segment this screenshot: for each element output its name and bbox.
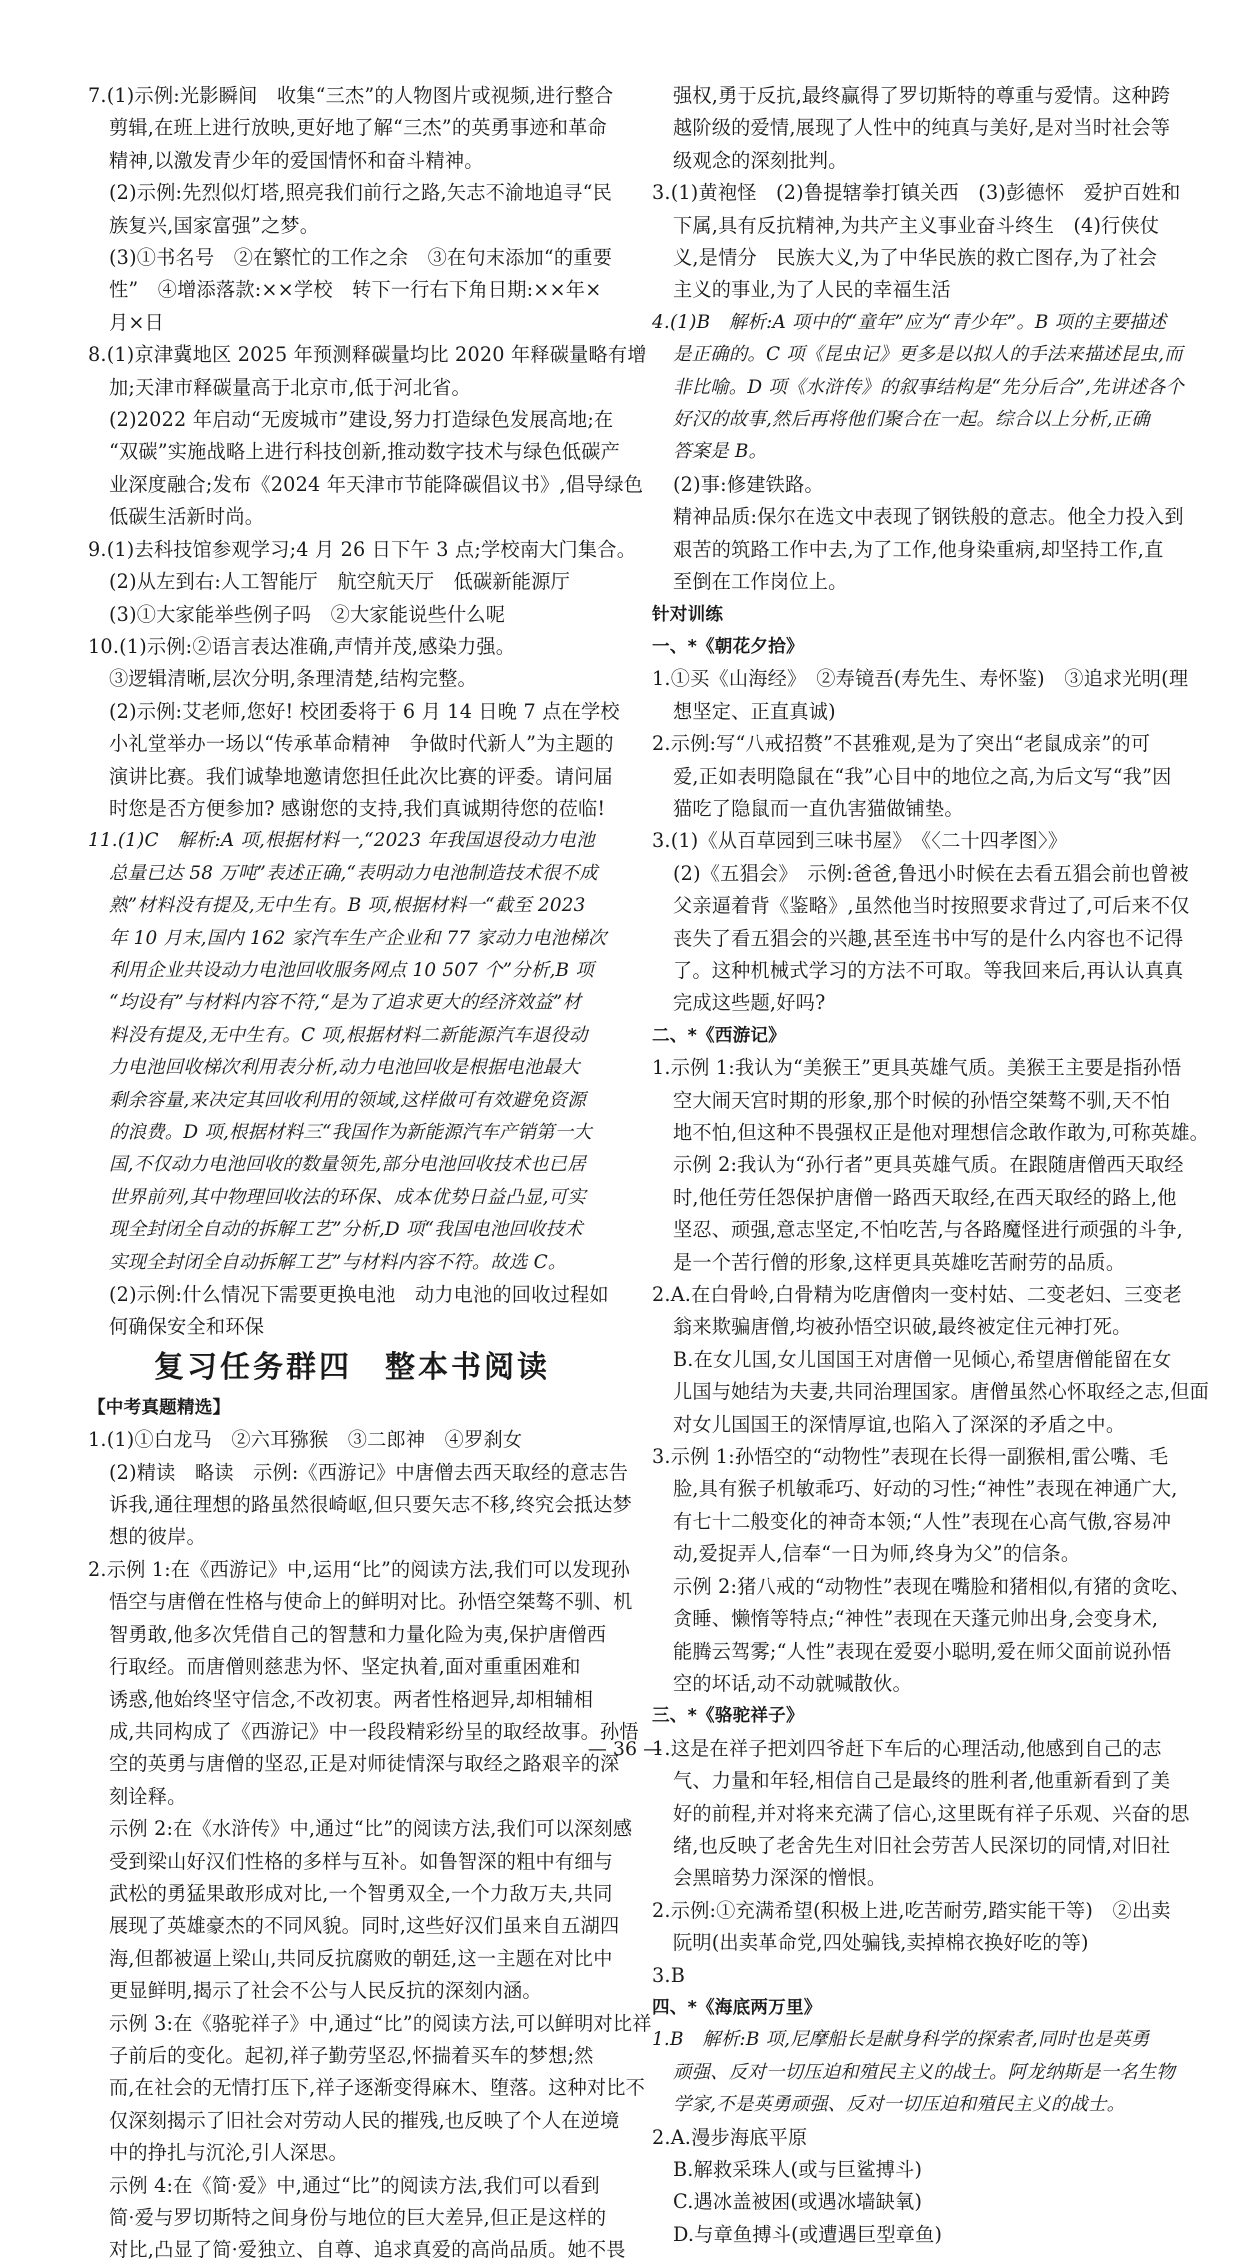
text-line: 2.A.在白骨岭,白骨精为吃唐僧肉一变村姑、二变老妇、三变老 xyxy=(652,1283,1183,1307)
text-line: 诱惑,他始终坚守信念,不改初衷。两者性格迥异,却相辅相 xyxy=(109,1687,594,1711)
text-line: 悟空与唐僧在性格与使命上的鲜明对比。孙悟空桀骜不驯、机 xyxy=(109,1590,633,1614)
text-line: 能腾云驾雾;“人性”表现在爱耍小聪明,爱在师父面前说孙悟 xyxy=(673,1639,1172,1663)
text-line: 现全封闭全自动的拆解工艺”分析,D 项“我国电池回收技术 xyxy=(109,1219,583,1241)
text-line: 绪,也反映了老舍先生对旧社会劳苦人民深切的同情,对旧社 xyxy=(673,1833,1171,1857)
text-line: 坚忍、顽强,意志坚定,不怕吃苦,与各路魔怪进行顽强的斗争, xyxy=(673,1218,1183,1242)
page-number: — 36 — xyxy=(587,1738,663,1760)
text-line: 四、*《海底两万里》 xyxy=(652,1997,822,2018)
text-line: 力电池回收梯次利用表分析,动力电池回收是根据电池最大 xyxy=(109,1057,580,1079)
text-line: 3.示例 1:孙悟空的“动物性”表现在长得一副猴相,雷公嘴、毛 xyxy=(652,1445,1169,1469)
text-line: 空的坏话,动不动就喊散伙。 xyxy=(673,1671,912,1695)
text-line: 顽强、反对一切压迫和殖民主义的战士。阿龙纳斯是一名生物 xyxy=(673,2061,1175,2083)
text-line: 三、*《骆驼祥子》 xyxy=(652,1706,804,1727)
text-line: (3)①书名号 ②在繁忙的工作之余 ③在句末添加“的重要 xyxy=(109,246,613,270)
text-line: 1.B 解析:B 项,尼摩船长是献身科学的探索者,同时也是英勇 xyxy=(652,2029,1150,2051)
text-line: 丧失了看五猖会的兴趣,甚至连书中写的是什么内容也不记得 xyxy=(673,926,1184,950)
text-line: 一、*《朝花夕拾》 xyxy=(652,636,804,657)
text-line: 时,他任劳任怨保护唐僧一路西天取经,在西天取经的路上,他 xyxy=(673,1185,1177,1209)
text-line: 剪辑,在班上进行放映,更好地了解“三杰”的英勇事迹和革命 xyxy=(109,116,607,140)
text-line: 1.①买《山海经》 ②寿镜吾(寿先生、寿怀鉴) ③追求光明(理 xyxy=(652,667,1189,691)
text-line: (2)示例:先烈似灯塔,照亮我们前行之路,矢志不渝地追寻“民 xyxy=(109,181,612,205)
text-line: 时您是否方便参加? 感谢您的支持,我们真诚期待您的莅临! xyxy=(109,796,606,820)
text-line: 4.(1)B 解析:A 项中的“童年”应为“青少年”。B 项的主要描述 xyxy=(652,311,1167,333)
text-line: 利用企业共设动力电池回收服务网点 10 507 个”分析,B 项 xyxy=(109,959,594,981)
text-line: 想的彼岸。 xyxy=(109,1525,206,1549)
text-line: 强权,勇于反抗,最终赢得了罗切斯特的尊重与爱情。这种跨 xyxy=(673,84,1171,107)
text-line: 是正确的。C 项《昆虫记》更多是以拟人的手法来描述昆虫,而 xyxy=(673,344,1183,366)
text-line: 成,共同构成了《西游记》中一段段精彩纷呈的取经故事。孙悟 xyxy=(109,1719,639,1743)
text-line: 是一个苦行僧的形象,这样更具英雄吃苦耐劳的品质。 xyxy=(673,1250,1126,1274)
text-line: 猫吃了隐鼠而一直仇害猫做铺垫。 xyxy=(673,796,964,820)
text-line: 1.(1)①白龙马 ②六耳猕猴 ③二郎神 ④罗刹女 xyxy=(88,1428,523,1452)
text-line: 9.(1)去科技馆参观学习;4 月 26 日下午 3 点;学校南大门集合。 xyxy=(88,537,637,561)
text-line: 展现了英雄豪杰的不同风貌。同时,这些好汉们虽来自五湖四 xyxy=(109,1914,620,1938)
text-line: 更显鲜明,揭示了社会不公与人民反抗的深刻内涵。 xyxy=(109,1979,542,2003)
text-line: 简·爱与罗切斯特之间身份与地位的巨大差异,但正是这样的 xyxy=(109,2206,607,2229)
text-line: 3.(1)黄袍怪 (2)鲁提辖拳打镇关西 (3)彭德怀 爱护百姓和 xyxy=(652,181,1181,205)
text-line: 国,不仅动力电池回收的数量领先,部分电池回收技术也已居 xyxy=(109,1154,586,1176)
text-line: D.与章鱼搏斗(或遭遇巨型章鱼) xyxy=(673,2222,943,2246)
text-line: 8.(1)京津冀地区 2025 年预测释碳量均比 2020 年释碳量略有增 xyxy=(88,343,647,367)
text-line: (2)示例:什么情况下需要更换电池 动力电池的回收过程如 xyxy=(109,1283,609,1307)
text-line: 3.B xyxy=(652,1963,686,1987)
text-line: 实现全封闭全自动拆解工艺”与材料内容不符。故选 C。 xyxy=(109,1251,567,1273)
text-line: 小礼堂举办一场以“传承革命精神 争做时代新人”为主题的 xyxy=(109,732,614,756)
text-line: 好的前程,并对将来充满了信心,这里既有祥子乐观、兴奋的思 xyxy=(673,1801,1190,1825)
text-line: 翁来欺骗唐僧,均被孙悟空识破,最终被定住元神打死。 xyxy=(673,1315,1132,1339)
right-column xyxy=(652,80,1210,2251)
text-line: 月×日 xyxy=(109,310,165,334)
text-line: 年 10 月末,国内 162 家汽车生产企业和 77 家动力电池梯次 xyxy=(109,927,607,949)
text-line: 剩余容量,来决定其回收利用的领域,这样做可有效避免资源 xyxy=(109,1089,586,1111)
text-line: 仅深刻揭示了旧社会对劳动人民的摧残,也反映了个人在逆境 xyxy=(109,2108,620,2132)
text-line: 总量已达 58 万吨”表述正确,“表明动力电池制造技术很不成 xyxy=(109,862,598,884)
text-line: 智勇敢,他多次凭借自己的智慧和力量化险为夷,保护唐僧西 xyxy=(109,1622,607,1646)
text-line: 动,爱捉弄人,信奉“一日为师,终身为父”的信条。 xyxy=(673,1542,1081,1566)
text-line: 贪睡、懒惰等特点;“神性”表现在天蓬元帅出身,会变身术, xyxy=(673,1607,1159,1631)
text-line: 至倒在工作岗位上。 xyxy=(673,570,848,594)
text-line: 想坚定、正直真诚) xyxy=(673,699,836,723)
text-line: 受到梁山好汉们性格的多样与互补。如鲁智深的粗中有细与 xyxy=(109,1849,614,1873)
text-line: (2)精读 略读 示例:《西游记》中唐僧去西天取经的意志告 xyxy=(109,1460,629,1484)
text-line: B.解救采珠人(或与巨鲨搏斗) xyxy=(673,2158,923,2181)
text-line: 演讲比赛。我们诚挚地邀请您担任此次比赛的评委。请问届 xyxy=(109,764,614,788)
text-line: 的浪费。D 项,根据材料三“我国作为新能源汽车产销第一大 xyxy=(109,1122,592,1143)
text-line: 好汉的故事,然后再将他们聚合在一起。综合以上分析,正确 xyxy=(673,409,1150,431)
text-line: 非比喻。D 项《水浒传》的叙事结构是“先分后合”,先讲述各个 xyxy=(673,376,1185,398)
text-line: 而,在社会的无情打压下,祥子逐渐变得麻木、堕落。这种对比不 xyxy=(109,2076,646,2100)
text-line: (2)示例:艾老师,您好! 校团委将于 6 月 14 日晚 7 点在学校 xyxy=(109,699,620,723)
text-line: 料没有提及,无中生有。C 项,根据材料二新能源汽车退役动 xyxy=(109,1024,588,1046)
text-line: 7.(1)示例:光影瞬间 收集“三杰”的人物图片或视频,进行整合 xyxy=(88,84,614,107)
text-line: (2)从左到右:人工智能厅 航空航天厅 低碳新能源厅 xyxy=(109,570,570,594)
text-line: 诉我,通往理想的路虽然很崎岖,但只要矢志不移,终究会抵达梦 xyxy=(109,1493,632,1517)
text-line: B.在女儿国,女儿国国王对唐僧一见倾心,希望唐僧能留在女 xyxy=(673,1347,1172,1371)
text-line: 族复兴,国家富强”之梦。 xyxy=(109,213,320,237)
text-line: 会黑暗势力深深的憎恨。 xyxy=(673,1866,887,1890)
text-line: 脸,具有猴子机敏乖巧、好动的习性;“神性”表现在神通广大, xyxy=(673,1477,1178,1501)
text-line: 答案是 B。 xyxy=(673,441,768,463)
text-line: “双碳”实施战略上进行科技创新,推动数字技术与绿色低碳产 xyxy=(109,440,621,464)
text-line: 世界前列,其中物理回收法的环保、成本优势日益凸显,可实 xyxy=(109,1186,586,1208)
text-line: 低碳生活新时尚。 xyxy=(109,505,265,529)
text-line: 海,但都被逼上梁山,共同反抗腐败的朝廷,这一主题在对比中 xyxy=(109,1946,613,1970)
text-line: 阮明(出卖革命党,四处骗钱,卖掉棉衣换好吃的等) xyxy=(673,1931,1089,1955)
text-line: 空大闹天宫时期的形象,那个时候的孙悟空桀骜不驯,天不怕 xyxy=(673,1088,1171,1112)
text-line: 2.示例:①充满希望(积极上进,吃苦耐劳,踏实能干等) ②出卖 xyxy=(652,1898,1171,1922)
text-line: 主义的事业,为了人民的幸福生活 xyxy=(673,278,951,302)
text-line: 示例 2:我认为“孙行者”更具英雄气质。在跟随唐僧西天取经 xyxy=(673,1153,1184,1177)
text-line: (2)《五猖会》 示例:爸爸,鲁迅小时候在去看五猖会前也曾被 xyxy=(673,861,1189,885)
right-answers xyxy=(652,80,1210,2251)
text-line: 气、力量和年轻,相信自己是最终的胜利者,他重新看到了美 xyxy=(673,1769,1171,1793)
text-line: “均设有”与材料内容不符,“是为了追求更大的经济效益”材 xyxy=(109,992,582,1014)
text-line: 行取经。而唐僧则慈悲为怀、坚定执着,面对重重困难和 xyxy=(109,1655,581,1679)
text-line: 武松的勇猛果敢形成对比,一个智勇双全,一个力敌万夫,共同 xyxy=(109,1881,613,1905)
text-line: 刻诠释。 xyxy=(109,1784,187,1808)
text-line: C.遇冰盖被困(或遇冰墙缺氧) xyxy=(673,2190,923,2214)
text-line: 空的英勇与唐僧的坚忍,正是对师徒情深与取经之路艰辛的深 xyxy=(109,1752,620,1776)
text-line: (2)事:修建铁路。 xyxy=(673,472,824,496)
text-line: 父亲逼着背《鉴略》,虽然他当时按照要求背过了,可后来不仅 xyxy=(673,894,1190,918)
text-line: 有七十二般变化的神奇本领;“人性”表现在心高气傲,容易冲 xyxy=(673,1509,1172,1533)
text-line: 地不怕,但这种不畏强权正是他对理想信念敢作敢为,可称英雄。 xyxy=(673,1121,1210,1144)
text-line: 对女儿国国王的深情厚谊,也陷入了深深的矛盾之中。 xyxy=(673,1412,1126,1436)
text-line: 性” ④增添落款:××学校 转下一行右下角日期:××年× xyxy=(109,278,602,302)
text-line: 爱,正如表明隐鼠在“我”心目中的地位之高,为后文写“我”因 xyxy=(673,764,1172,788)
text-line: 2.示例:写“八戒招赘”不甚雅观,是为了突出“老鼠成亲”的可 xyxy=(652,732,1151,756)
text-line: 1.示例 1:我认为“美猴王”更具英雄气质。美猴王主要是指孙悟 xyxy=(652,1056,1182,1080)
text-line: 学家,不是英勇顽强、反对一切压迫和殖民主义的战士。 xyxy=(673,2094,1126,2116)
text-line: 10.(1)示例:②语言表达准确,声情并茂,感染力强。 xyxy=(88,634,516,658)
text-line: 业深度融合;发布《2024 年天津市节能降碳倡议书》,倡导绿色 xyxy=(109,472,644,496)
text-line: 儿国与她结为夫妻,共同治理国家。唐僧虽然心怀取经之志,但面 xyxy=(673,1380,1210,1404)
text-line: 二、*《西游记》 xyxy=(652,1025,786,1046)
text-line: 对比,凸显了简·爱独立、自尊、追求真爱的高尚品质。她不畏 xyxy=(109,2238,626,2262)
text-line: 示例 2:猪八戒的“动物性”表现在嘴脸和猪相似,有猪的贪吃、 xyxy=(673,1574,1190,1598)
text-line: 级观念的深刻批判。 xyxy=(673,148,848,172)
text-line: 2.示例 1:在《西游记》中,运用“比”的阅读方法,我们可以发现孙 xyxy=(88,1557,630,1581)
text-line: (3)①大家能举些例子吗 ②大家能说些什么呢 xyxy=(109,602,506,626)
text-line: 何确保安全和环保 xyxy=(109,1315,265,1339)
text-line: 艰苦的筑路工作中去,为了工作,他身染重病,却坚持工作,直 xyxy=(673,537,1164,561)
text-line: 中的挣扎与沉沦,引人深思。 xyxy=(109,2141,348,2165)
text-line: 精神,以激发青少年的爱国情怀和奋斗精神。 xyxy=(109,148,484,172)
text-line: 3.(1)《从百草园到三味书屋》 《〈二十四孝图〉》 xyxy=(652,829,1068,853)
text-line: 了。这种机械式学习的方法不可取。等我回来后,再认认真真 xyxy=(673,958,1184,982)
text-line: 针对训练 xyxy=(652,604,724,625)
text-line: ③逻辑清晰,层次分明,条理清楚,结构完整。 xyxy=(109,667,477,691)
text-line: 2.A.漫步海底平原 xyxy=(652,2125,808,2149)
text-line: (2)2022 年启动“无废城市”建设,努力打造绿色发展高地;在 xyxy=(109,408,614,432)
text-line: 完成这些题,好吗? xyxy=(673,991,826,1015)
text-line: 1.这是在祥子把刘四爷赶下车后的心理活动,他感到自己的志 xyxy=(652,1736,1162,1760)
left-answers-part1 xyxy=(88,80,647,1344)
text-line: 【中考真题精选】 xyxy=(88,1397,231,1418)
text-line: 示例 3:在《骆驼祥子》中,通过“比”的阅读方法,可以鲜明对比祥 xyxy=(109,2011,652,2035)
text-line: 11.(1)C 解析:A 项,根据材料一,“2023 年我国退役动力电池 xyxy=(88,830,595,852)
text-line: 示例 4:在《简·爱》中,通过“比”的阅读方法,我们可以看到 xyxy=(109,2173,600,2197)
text-line: 熟”材料没有提及,无中生有。B 项,根据材料一“截至 2023 xyxy=(109,895,586,917)
text-line: 加;天津市释碳量高于北京市,低于河北省。 xyxy=(109,375,471,399)
text-line: 义,是情分 民族大义,为了中华民族的救亡图存,为了社会 xyxy=(673,246,1158,270)
text-line: 越阶级的爱情,展现了人性中的纯真与美好,是对当时社会等 xyxy=(673,116,1171,140)
text-line: 下属,具有反抗精神,为共产主义事业奋斗终生 (4)行侠仗 xyxy=(673,213,1160,237)
text-line: 示例 2:在《水浒传》中,通过“比”的阅读方法,我们可以深刻感 xyxy=(109,1817,633,1841)
section-title: 复习任务群四 整本书阅读 xyxy=(154,1349,550,1385)
text-line: 精神品质:保尔在选文中表现了钢铁般的意志。他全力投入到 xyxy=(673,505,1184,529)
text-line: 子前后的变化。起初,祥子勤劳坚忍,怀揣着买车的梦想;然 xyxy=(109,2043,594,2067)
